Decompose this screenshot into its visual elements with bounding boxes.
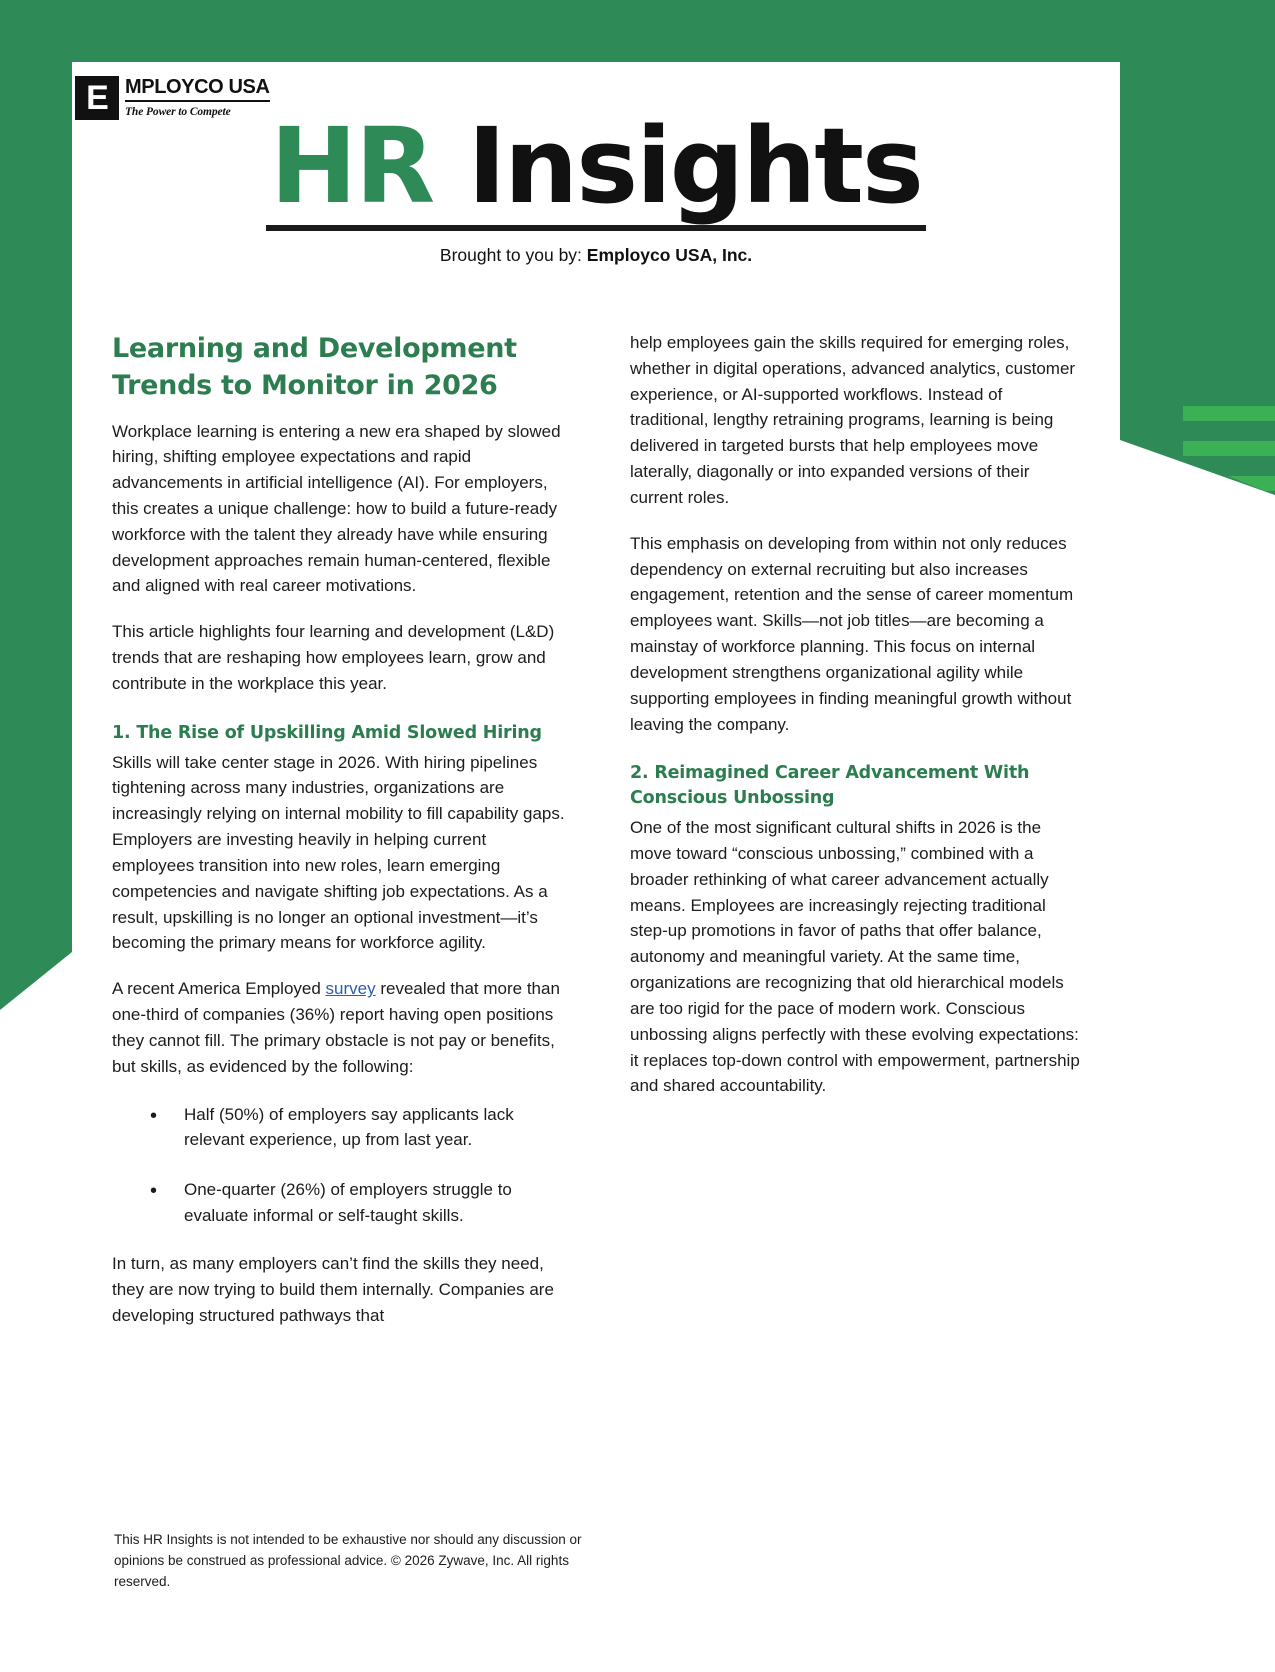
intro-paragraph-2: This article highlights four learning and development (L&D) trends that are reshaping how employees learn, grow and contribute in the workplace this year. (112, 622, 555, 693)
accent-stripe-2 (1183, 441, 1275, 456)
survey-link[interactable]: survey (325, 979, 376, 999)
masthead-title (266, 105, 926, 231)
accent-stripe-1 (1183, 406, 1275, 421)
list-item: • One-quarter (26%) of employers struggle to evaluate informal or self-taught skills. (150, 1177, 566, 1229)
section-1-paragraph-3: In turn, as many employers can’t find the skills they need, they are now trying to build them internally. Companies are developing structured pathways that (112, 1253, 554, 1325)
brought-by-company: Employco USA, Inc. (586, 245, 753, 266)
logo-mark-e: E (75, 76, 119, 120)
section-2-paragraph-1: One of the most significant cultural shifts in 2026 is the move toward “conscious unbossing,” combined with a broader rethinking of what career advancement actually means. Employees are increasingly rejecting traditional step-up promotions in favor of paths that offer balance, autonomy and meaningful variety. At the same time, organizations are recognizing that old hierarchical models are too rigid for the pace of modern work. Conscious unbossing aligns perfectly with these evolving expectations: it replaces top-down control with empowerment, partnership and shared accountability. (630, 818, 1080, 1096)
left-green-band (0, 0, 72, 1010)
section-1-paragraph-2 (112, 976, 566, 1079)
intro-paragraph-1: Workplace learning is entering a new era shaped by slowed hiring, shifting employee expectations and rapid advancements in artificial intelligence (AI). For employers, this creates a unique challenge: how to build a future-ready workforce with the talent they already have while ensuring development approaches remain human-centered, flexible and aligned with real career motivations. (112, 421, 561, 596)
right-column (630, 330, 1084, 1328)
masthead-title-accent: HR (270, 105, 434, 227)
article-columns (112, 330, 1084, 1328)
section-1-heading: 1. The Rise of Upskilling Amid Slowed Hiring (112, 722, 542, 743)
section-2-heading: 2. Reimagined Career Advancement With Conscious Unbossing (630, 763, 1030, 809)
left-column (112, 330, 566, 1328)
top-green-band (0, 0, 1275, 62)
logo-company-name: MPLOYCO USA (125, 77, 270, 102)
masthead (72, 105, 1120, 266)
section-1-paragraph-4: This emphasis on developing from within not only reduces dependency on external recruiting but also increases engagement, retention and the sense of career momentum employees want. Skills—not job titles—are becoming a mainstay of workforce planning. This focus on internal development strengthens organizational agility while supporting employees in finding meaningful growth without leaving the company. (630, 533, 1074, 734)
section-1-paragraph-3-continued: help employees gain the skills required for emerging roles, whether in digital operations, advanced analytics, customer experience, or AI-supported workflows. Instead of traditional, lengthy retraining programs, learning is being delivered in targeted bursts that help employees move laterally, diagonally or into expanded versions of their current roles. (630, 333, 1076, 507)
survey-text-after: revealed that more than one-third of companies (36%) report having open positions they cannot fill. The primary obstacle is not pay or benefits, but skills, as evidenced by the following: (112, 979, 560, 1076)
logo-tagline: The Power to Compete (125, 106, 231, 118)
list-item: • Half (50%) of employers say applicants lack relevant experience, up from last year. (150, 1102, 566, 1154)
statistics-bullet-list (112, 1102, 566, 1229)
masthead-title-rest: Insights (433, 105, 922, 227)
brought-by-label: Brought to you by: (439, 245, 587, 266)
masthead-subtitle (72, 245, 1120, 266)
section-1-paragraph-1: Skills will take center stage in 2026. With hiring pipelines tightening across many industries, organizations are increasingly relying on internal mobility to fill capability gaps. Employers are investing heavily in helping current employees transition into new roles, learn emerging competencies and navigate shifting job expectations. As a result, upskilling is no longer an optional investment—it’s becoming the primary means for workforce agility. (112, 752, 565, 953)
survey-text-before: A recent America Employed (112, 979, 326, 999)
article-title: Learning and Development Trends to Monitor in 2026 (112, 333, 517, 402)
footer-disclaimer: This HR Insights is not intended to be exhaustive nor should any discussion or opinions be construed as professional advice. © 2026 Zywave, Inc. All rights reserved. (114, 1532, 582, 1589)
right-green-band-inner (1120, 62, 1275, 495)
